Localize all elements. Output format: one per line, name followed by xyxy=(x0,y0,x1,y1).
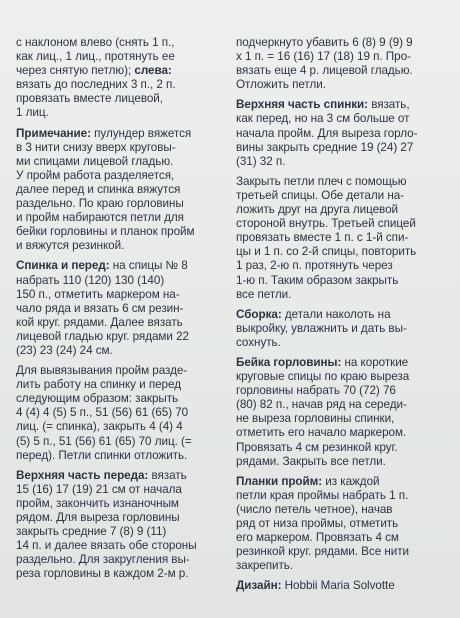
text-line: выкройку, увлажнить и дать вы- xyxy=(236,321,407,335)
text-line: 1 раз, 2-ю п. протянуть через xyxy=(236,259,393,273)
text-line: стороной внутрь. Третьей спицей xyxy=(236,217,416,231)
text-line: реза горловины в каждом 2-м р. xyxy=(16,567,189,581)
text-line: не выреза горловины спинки, xyxy=(236,412,395,426)
text-line: раздельно. По краю горловины xyxy=(16,197,184,211)
text-line: отметить его начало маркером. xyxy=(236,426,407,440)
text-line: лиц. (= спинка), закрыть 4 (4) 4 xyxy=(16,420,183,434)
text-line: закрепить. xyxy=(236,559,294,573)
continuation-block xyxy=(236,36,450,92)
neck-band-block xyxy=(236,356,450,469)
text-line xyxy=(236,579,450,593)
text-line: как лиц., 1 лиц., протянуть ее xyxy=(16,50,175,64)
text-line: 15 (16) 17 (19) 21 см от начала xyxy=(16,482,182,496)
text-line: пройм, закончить изнаночным xyxy=(16,496,179,510)
text-line: раздельно. Для закругления вы- xyxy=(16,553,190,567)
text-line: лицевой гладью круг. рядами 22 xyxy=(16,329,189,343)
intro-block xyxy=(16,36,221,121)
text-line: третьей спицы. Обе детали на- xyxy=(236,188,405,202)
text-line: (31) 32 п. xyxy=(236,154,286,168)
text-line: (80) 82 п., начав ряд на середи- xyxy=(236,398,407,412)
text-line: цы и 1 п. со 2-й спицы, повторить xyxy=(236,245,417,259)
text-line: ложить друг на друга лицевой xyxy=(236,203,399,217)
text-line: вязать до последних 3 п., 2 п. xyxy=(16,78,176,92)
shoulder-block xyxy=(236,175,450,302)
note-block xyxy=(16,127,221,254)
armhole-division-block xyxy=(16,364,221,463)
text-line: закрыть средние 7 (8) 9 (11) xyxy=(16,525,167,539)
text-line: и вяжутся резинкой. xyxy=(16,239,125,253)
text-line: У пройм работа разделяется, xyxy=(16,168,175,182)
text-line: чало ряда и вязать 6 см резин- xyxy=(16,301,184,315)
text-line: следующим образом: закрыть xyxy=(16,392,179,406)
text-line: (5) 5 п., 51 (56) 61 (65) 70 лиц. (= xyxy=(16,434,192,448)
right-column xyxy=(236,36,450,593)
text-line: Планки пройм: из каждой xyxy=(236,474,380,488)
text-line: Примечание: пулундер вяжется xyxy=(16,126,192,140)
text-line: Для вывязывания пройм разде- xyxy=(16,364,188,378)
text-line: горловины набрать 70 (72) 76 xyxy=(236,384,396,398)
text-line: (23) 23 (24) 24 см. xyxy=(16,343,113,357)
text-line: 4 (4) 4 (5) 5 п., 51 (56) 61 (65) 70 xyxy=(16,406,189,420)
text-line: 1 лиц. xyxy=(16,106,49,120)
text-line: вязать еще 4 р. лицевой гладью. xyxy=(236,64,413,78)
text-line: кой круг. рядами. Далее вязать xyxy=(16,315,183,329)
upper-front-block xyxy=(16,469,221,582)
text-line: провязать вместе лицевой, xyxy=(16,92,163,106)
back-and-front-block xyxy=(16,259,221,358)
armhole-bands-heading: Планки пройм: xyxy=(236,474,323,488)
text-line: ми спицами лицевой гладью. xyxy=(16,154,174,168)
text-line: через снятую петлю); слева: xyxy=(16,64,172,78)
text-line: все петли. xyxy=(236,287,292,301)
designer-name: Hobbii Maria Solvotte xyxy=(281,579,395,593)
assembly-heading: Сборка: xyxy=(236,307,282,321)
text-line: Спинка и перед: на спицы № 8 xyxy=(16,259,188,273)
text-line: 150 п., отметить маркером на- xyxy=(16,287,180,301)
back-heading: Верхняя часть спинки: xyxy=(236,98,368,112)
text-line: резинкой круг. рядами. Все нити xyxy=(236,545,410,559)
design-credit-block xyxy=(236,579,450,593)
text-line: и пройм набираются петли для xyxy=(16,211,184,225)
text-line: 1-ю п. Таким образом закрыть xyxy=(236,273,399,287)
text-line: Отложить петли. xyxy=(236,78,326,92)
text-line: далее перед и спинка вяжутся xyxy=(16,182,181,196)
sleva-heading: слева: xyxy=(134,64,172,78)
text-line: 14 п. и далее вязать обе стороны xyxy=(16,539,197,553)
text-line: петли края проймы набрать 1 п. xyxy=(236,488,409,502)
text-line: сохнуть. xyxy=(236,335,281,349)
text-line: круговые спицы по краю выреза xyxy=(236,370,410,384)
upper-back-block xyxy=(236,98,450,168)
text-line: лить работу на спинку и перед xyxy=(16,378,181,392)
text-line: набрать 110 (120) 130 (140) xyxy=(16,273,165,287)
text-line: бейки горловины и планок пройм xyxy=(16,225,195,239)
text-line: рядом. Для выреза горловины xyxy=(16,511,180,524)
text-line: Закрыть петли плеч с помощью xyxy=(236,174,407,188)
note-heading: Примечание: xyxy=(16,126,91,140)
text-line: провязать вместе 1 п. с 1-й спи- xyxy=(236,231,409,245)
text-line: начала пройм. Для выреза горло- xyxy=(236,126,418,140)
text-line: с наклоном влево (снять 1 п., xyxy=(16,36,175,49)
text-line: перед). Петли спинки отложить. xyxy=(16,448,188,462)
text-line: Сборка: детали наколоть на xyxy=(236,307,391,321)
text-line: подчеркнуто убавить 6 (8) 9 (9) 9 xyxy=(236,36,413,49)
text-line: ряд от низа проймы, отметить xyxy=(236,517,399,530)
design-heading: Дизайн: xyxy=(236,579,282,593)
text-line: Верхняя часть переда: вязать xyxy=(16,468,187,482)
text-line: Бейка горловины: на короткие xyxy=(236,355,409,369)
neck-heading: Бейка горловины: xyxy=(236,355,342,369)
assembly-block xyxy=(236,308,450,350)
text-line: х 1 п. = 16 (16) 17 (18) 19 п. Про- xyxy=(236,50,411,64)
spinka-heading: Спинка и перед: xyxy=(16,259,110,273)
text-line: как перед, но на 3 см больше от xyxy=(236,112,410,126)
text-line: (число петель четное), начав xyxy=(236,502,393,516)
front-heading: Верхняя часть переда: xyxy=(16,468,149,482)
text-line: рядами. Закрыть все петли. xyxy=(236,454,386,468)
text-line: его маркером. Провязать 4 см xyxy=(236,531,399,545)
text-line: в 3 нити снизу вверх круговы- xyxy=(16,140,176,154)
left-column xyxy=(16,36,221,581)
text-line: Провязать 4 см резинкой круг. xyxy=(236,440,398,454)
text-line: вины закрыть средние 19 (24) 27 xyxy=(236,140,414,154)
text-line: Верхняя часть спинки: вязать, xyxy=(236,98,410,112)
armhole-bands-block xyxy=(236,475,450,574)
